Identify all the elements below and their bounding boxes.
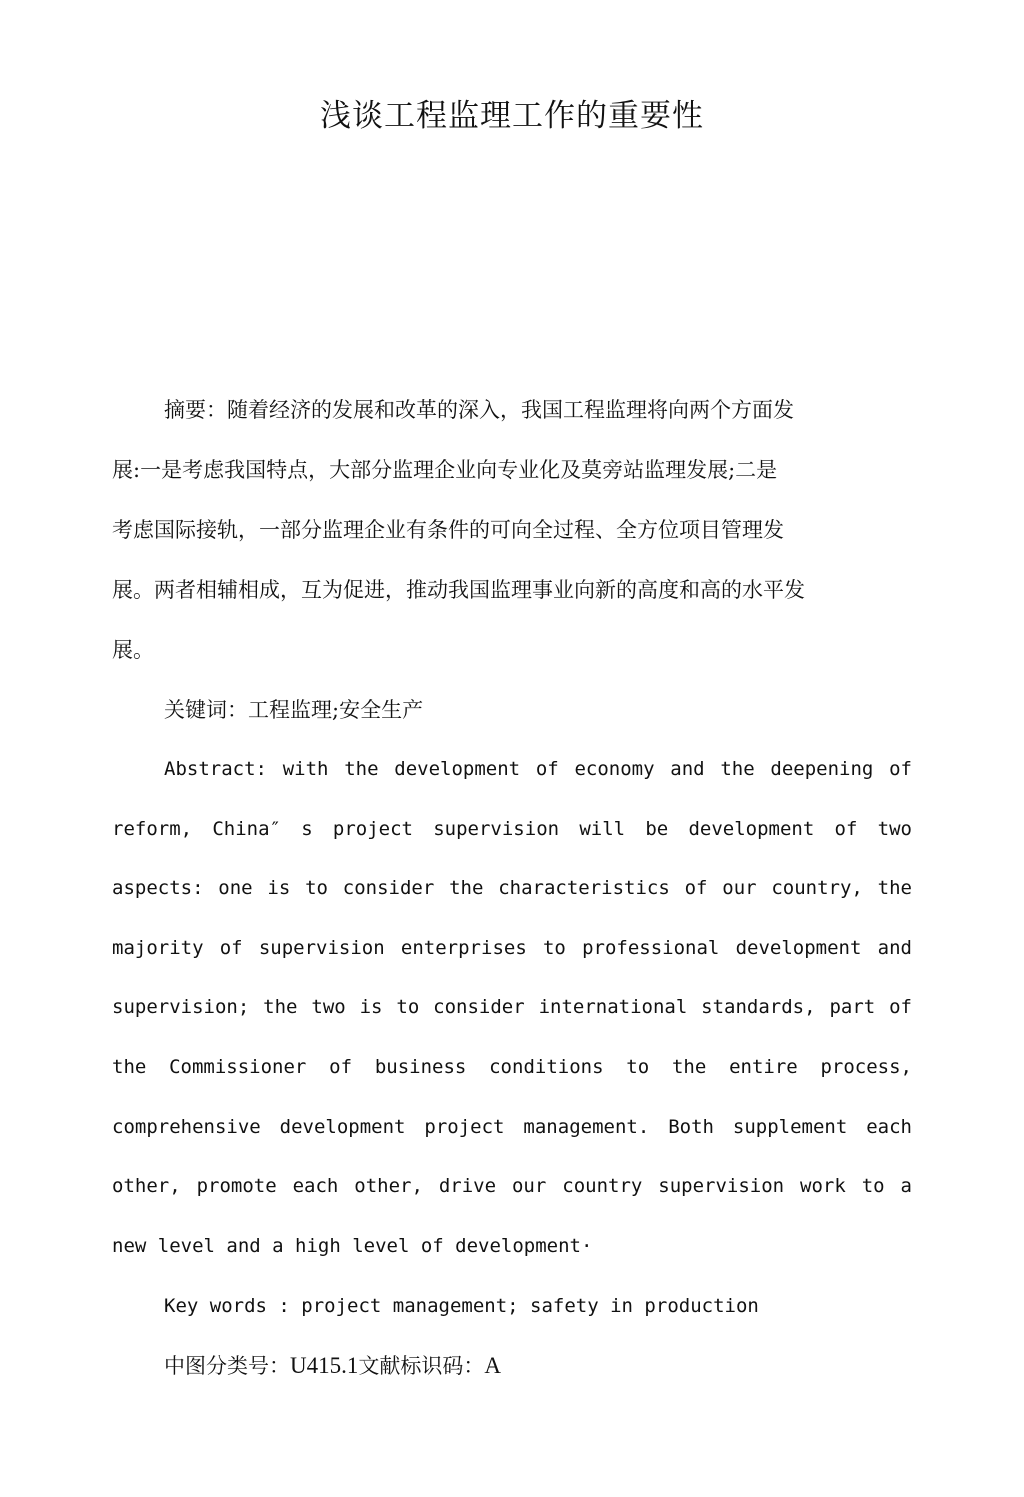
english-abstract-line: reform, China″ s project supervision will be development of two [112,817,912,840]
english-keywords: Key words : project management; safety in production [164,1295,759,1317]
chinese-keywords [112,680,912,740]
english-abstract-line: comprehensive development project management. Both supplement each [112,1115,912,1138]
chinese-abstract-line: 摘要：随着经济的发展和改革的深入，我国工程监理将向两个方面发 [164,398,794,422]
classification-info [164,1336,501,1396]
english-abstract-line: other, promote each other, drive our country supervision work to a [112,1175,912,1198]
english-abstract-line: majority of supervision enterprises to professional development and [112,936,912,959]
english-abstract-line: aspects: one is to consider the characteristics of our country, the [112,877,912,900]
classification-code: U415.1 [290,1353,359,1378]
document-id-label: 文献标识码： [358,1354,485,1378]
chinese-abstract [112,380,912,680]
chinese-abstract-line: 考虑国际接轨，一部分监理企业有条件的可向全过程、全方位项目管理发 [112,518,784,542]
chinese-abstract-line: 展:一是考虑我国特点，大部分监理企业向专业化及莫旁站监理发展;二是 [112,458,778,482]
english-abstract-line: new level and a high level of development· [112,1234,593,1257]
english-abstract-line: the Commissioner of business conditions to the entire process, [112,1055,912,1078]
document-id-code: A [484,1353,501,1378]
english-abstract-line: supervision; the two is to consider international standards, part of [112,996,912,1019]
chinese-keywords-text: 关键词：工程监理;安全生产 [164,698,424,722]
document-title: 浅谈工程监理工作的重要性 [320,98,704,134]
chinese-abstract-line: 展。两者相辅相成，互为促进，推动我国监理事业向新的高度和高的水平发 [112,578,805,602]
classification-label: 中图分类号： [164,1354,290,1378]
english-abstract-line: Abstract: with the development of economy and the deepening of [164,758,912,780]
chinese-abstract-line: 展。 [112,638,154,662]
english-abstract [112,740,912,1276]
